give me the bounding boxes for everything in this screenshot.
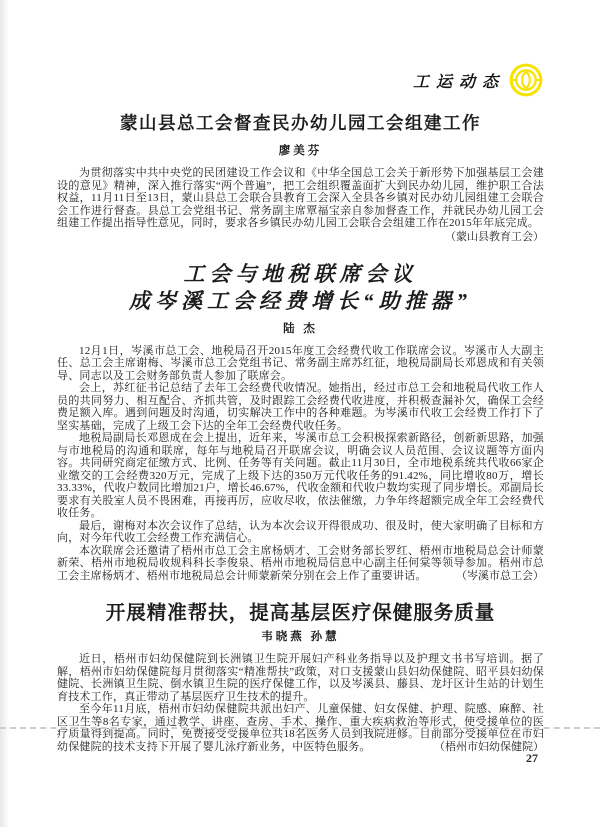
- article-2-paragraph: 地税局副局长邓恩成在会上提出，近年来，岑溪市总工会积极探索新路径，创新新思路，加强与市地税局的沟通和联席，每年与地税局召开联席会议，明确会议人员范围、会议议题等方面内容。共同研究商定征缴方式、比例、任务等有关问题。截止11月30日，全市地税系统共代收66家企业缴交的工会经费320万元，完成了上级下达的350万元代收任务的91.42%，同比增收80万，增长33.33%，代收户数同比增加21户，增长46.67%，代收金额和代收户数均实现了同步增长。邓副局长要求有关股室人员不畏困难，再接再厉，应收尽收，依法催缴，力争年终超额完成全年工会经费代收任务。: [57, 432, 544, 519]
- article-3-author: 韦晓燕 孙慧: [261, 631, 340, 643]
- article-2-title: [57, 261, 544, 315]
- article-1-author: 廖美芬: [278, 145, 323, 157]
- article-2-attribution: （岑溪市总工会）: [450, 570, 544, 583]
- article-2-title-line1: 工会与地税联席会议: [183, 261, 418, 286]
- article-2-paragraph: 12月1日，岑溪市总工会、地税局召开2015年度工会经费代收工作联席会议。岑溪市人大副主任、总工会主席谢梅、岑溪市总工会党组书记、常务副主席苏红征，地税局副局长邓恩成和有关领导、同志以及工会财务部负责人参加了联席会。: [57, 344, 544, 382]
- page-header: [413, 62, 544, 98]
- article-2-paragraph: 最后，谢梅对本次会议作了总结，认为本次会议开得很成功、很及时，使大家明确了目标和方向，对今年代收工会经费工作充满信心。: [57, 519, 544, 544]
- union-emblem-icon: [508, 62, 544, 98]
- page-number: 27: [526, 751, 538, 765]
- article-2-paragraph: 本次联席会还邀请了梧州市总工会主席杨炳才、工会财务部长罗红、梧州市地税局总会计师蒙新荣、梧州市地税局收规科科长李俊泉、梧州市地税局信息中心副主任何棠等领导参加。梧州市总工会主席杨炳才、梧州市地税局总会计师蒙新荣分别在会上作了重要讲话。: [57, 544, 544, 582]
- article-medical-assistance: [57, 597, 544, 753]
- article-3-paragraph: 至今年11月底，梧州市妇幼保健院共派出妇产、儿童保健、妇女保健、护理、院感、麻醉、社区卫生等8名专家，通过教学、讲座、查房、手术、操作、重大疾病救治等形式，使受援单位的医疗质量得到提高。同时，免费接受受援单位共18名医务人员到我院进修。目前部分受援单位在市妇幼保健院的技术支持下开展了婴儿泳疗新业务，中医特色服务。: [57, 703, 544, 753]
- article-1-title: 蒙山县总工会督查民办幼儿园工会组建工作: [120, 113, 481, 133]
- article-2-paragraph: 会上，苏红征书记总结了去年工会经费代收情况。她指出，经过市总工会和地税局代收工作人员的共同努力、相互配合、齐抓共管，及时跟踪工会经费代收进度，并积极查漏补欠，确保工会经费足额入库。遇到问题及时沟通，切实解决工作中的各种难题。为岑溪市代收工会经费工作打下了坚实基础，完成了上级工会下达的全年工会经费代收任务。: [57, 382, 544, 432]
- article-1-paragraph: 为贯彻落实中共中央党的民团建设工作会议和《中华全国总工会关于新形势下加强基层工会建设的意见》精神，深入推行落实“两个普遍”，把工会组织覆盖面扩大到民办幼儿园，维护职工合法权益，11月11日至13日，蒙山县总工会联合县教育工会深入全县各乡镇对民办幼儿园组建工会联合会工作进行督查。县总工会党组书记、常务副主席覃福宝亲自参加督查工作，并就民办幼儿园工会组建工作提出指导性意见，同时，要求各乡镇民办幼儿园工会联合会组建工作在2015年年底完成。: [57, 167, 544, 229]
- page-content: [57, 110, 544, 753]
- article-tax-joint-meeting: [57, 261, 544, 583]
- article-3-paragraph: 近日，梧州市妇幼保健院到长洲镇卫生院开展妇产科业务指导以及护理文书书写培训。据了解，梧州市妇幼保健院每月贯彻落实“精准帮扶”政策，对口支援蒙山县妇幼保健院、昭平县妇幼保健院、长洲镇卫生院、倒水镇卫生院的医疗保健工作，以及岑溪县、藤县、龙圩区计生站的计划生育技术工作，真正带动了基层医疗卫生技术的提升。: [57, 653, 544, 703]
- article-2-author: 陆 杰: [283, 322, 318, 335]
- masthead-title: 工运动态: [412, 73, 505, 91]
- article-2-title-line2: 成岑溪工会经费增长“助推器”: [129, 288, 472, 313]
- article-2-last-paragraph-wrap: [57, 545, 544, 583]
- article-kindergarten-union: [57, 110, 544, 244]
- article-1-attribution: （蒙山县教育工会）: [445, 230, 544, 243]
- dashed-divider: [0, 727, 600, 729]
- article-3-attribution: （梧州市妇幼保健院）: [428, 741, 544, 754]
- article-3-title: 开展精准帮扶，提高基层医疗保健服务质量: [105, 603, 496, 624]
